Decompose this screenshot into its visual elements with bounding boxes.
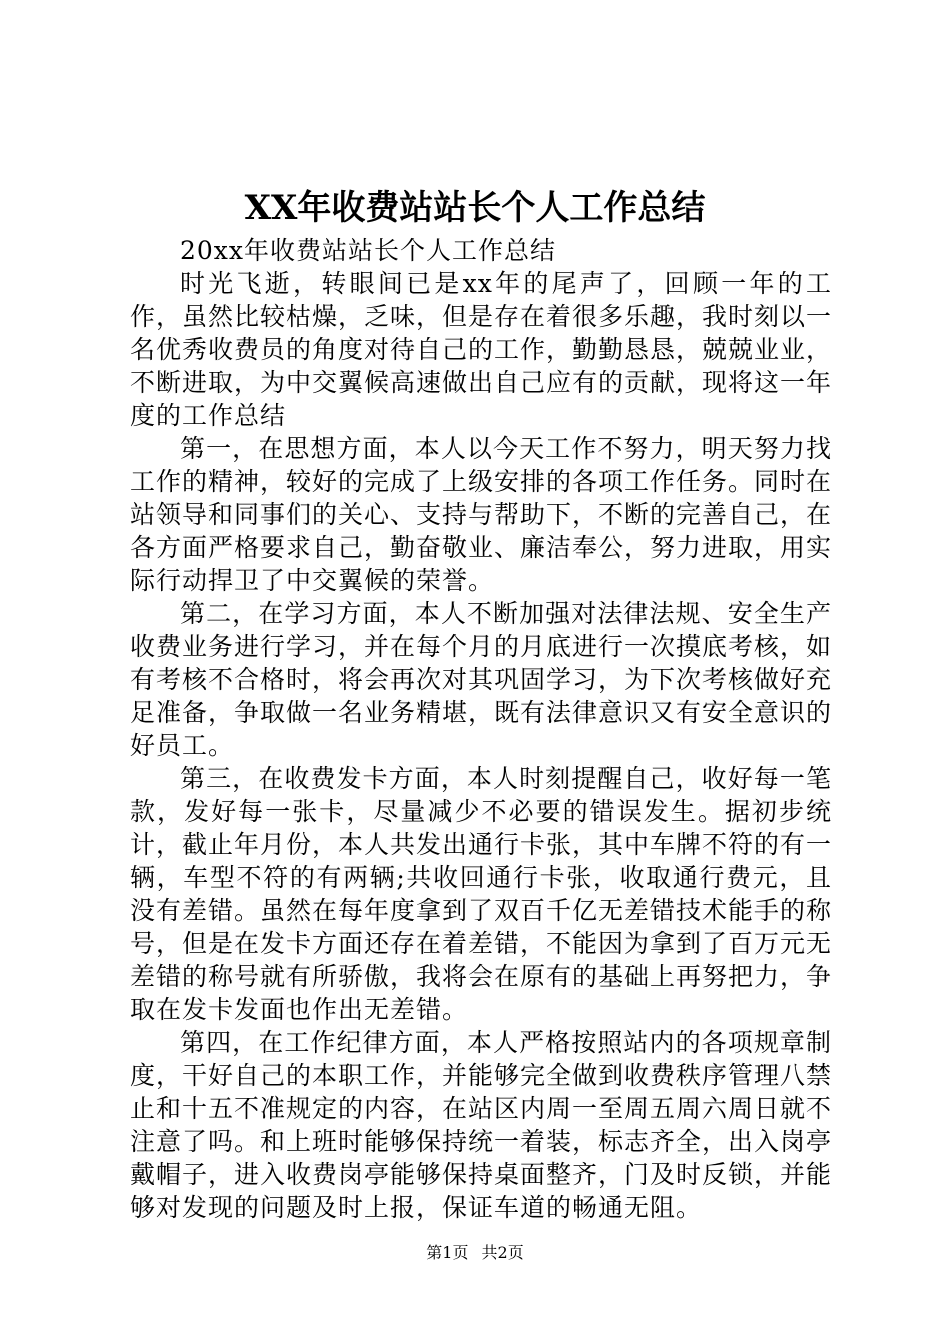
document-body (130, 234, 832, 1224)
section-discipline-paragraph: 第四，在工作纪律方面，本人严格按照站内的各项规章制度，干好自己的本职工作，并能够完全做到收费秩序管理八禁止和十五不准规定的内容，在站区内周一至周五周六周日就不注意了吗。和上班时能够保持统一着装，标志齐全，出入岗亭戴帽子，进入收费岗亭能够保持桌面整齐，门及时反锁，并能够对发现的问题及时上报，保证车道的畅通无阻。 (130, 1028, 833, 1222)
document-title: XX年收费站站长个人工作总结 (244, 188, 706, 228)
section-card-issuing-paragraph: 第三，在收费发卡方面，本人时刻提醒自己，收好每一笔款，发好每一张卡，尽量减少不必要的错误发生。据初步统计，截止年月份，本人共发出通行卡张，其中车牌不符的有一辆，车型不符的有两辆;共收回通行卡张，收取通行费元，且没有差错。虽然在每年度拿到了双百千亿无差错技术能手的称号，但是在发卡方面还存在着差错，不能因为拿到了百万元无差错的称号就有所骄傲，我将会在原有的基础上再努把力，争取在发卡发面也作出无差错。 (130, 764, 833, 1024)
page-number-total: 共2页 (481, 1243, 524, 1262)
page-number-current: 第1页 (426, 1243, 469, 1262)
section-thought-paragraph: 第一，在思想方面，本人以今天工作不努力，明天努力找工作的精神，较好的完成了上级安排的各项工作任务。同时在站领导和同事们的关心、支持与帮助下，不断的完善自己，在各方面严格要求自己，勤奋敬业、廉洁奉公，努力进取，用实际行动捍卫了中交翼候的荣誉。 (130, 434, 833, 595)
page-footer (0, 1242, 950, 1264)
section-study-paragraph: 第二，在学习方面，本人不断加强对法律法规、安全生产收费业务进行学习，并在每个月的月底进行一次摸底考核，如有考核不合格时，将会再次对其巩固学习，为下次考核做好充足准备，争取做一名业务精堪，既有法律意识又有安全意识的好员工。 (130, 599, 833, 760)
subtitle-paragraph: 20xx年收费站站长个人工作总结 (180, 236, 557, 265)
intro-paragraph: 时光飞逝，转眼间已是xx年的尾声了，回顾一年的工作，虽然比较枯燥，乏味，但是存在着很多乐趣，我时刻以一名优秀收费员的角度对待自己的工作，勤勤恳恳，兢兢业业，不断进取，为中交翼候高速做出自己应有的贡献，现将这一年度的工作总结 (130, 269, 833, 430)
